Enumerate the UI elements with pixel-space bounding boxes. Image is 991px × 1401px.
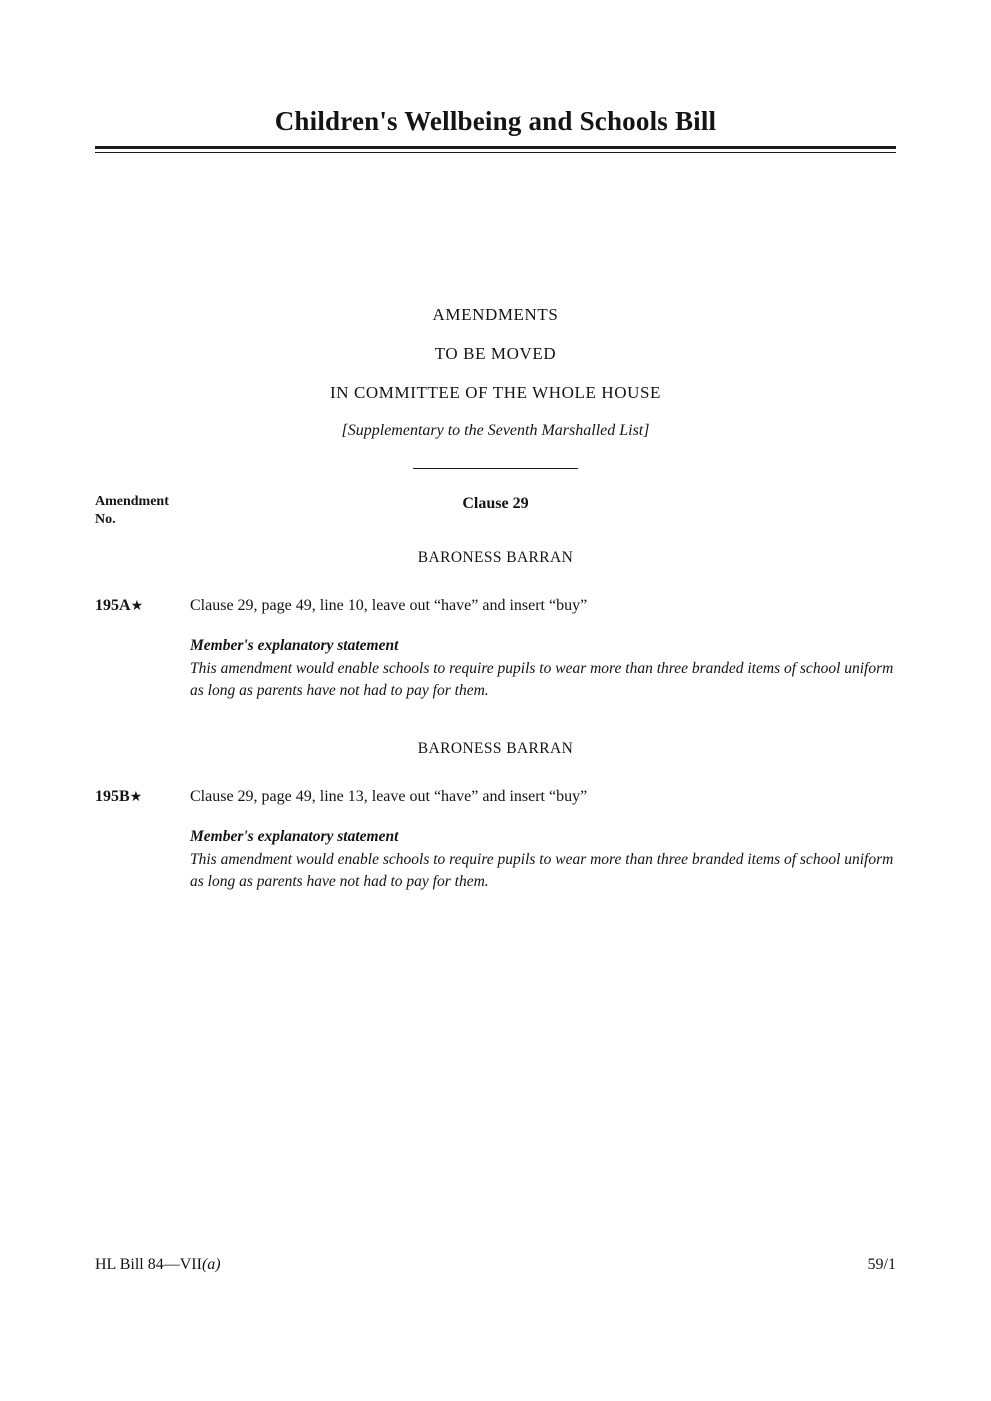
- footer-bill-reference-main: HL Bill 84—VII: [95, 1256, 202, 1273]
- heading-block: [95, 305, 896, 440]
- new-amendment-star-icon: ★: [130, 599, 144, 614]
- amendment-instruction: Clause 29, page 49, line 13, leave out “have” and insert “buy”: [190, 788, 588, 805]
- explanatory-statement-label: Member's explanatory statement: [190, 828, 399, 845]
- new-amendment-star-icon: ★: [129, 790, 143, 805]
- heading-line-committee: IN COMMITTEE OF THE WHOLE HOUSE: [329, 383, 662, 402]
- amendment-number: [95, 788, 190, 806]
- page-footer: [95, 1256, 896, 1274]
- amendment-number: [95, 597, 190, 615]
- clause-heading: Clause 29: [462, 495, 529, 512]
- marshalled-list-note: [Supplementary to the Seventh Marshalled List]: [341, 422, 650, 439]
- amendment-number-text: 195B: [95, 788, 130, 805]
- explanatory-statement-label: Member's explanatory statement: [190, 637, 399, 654]
- explanatory-statement-text: This amendment would enable schools to require pupils to wear more than three branded items of school uniform as long as parents have not had to pay for them.: [190, 660, 894, 699]
- clause-header-row: [95, 493, 896, 529]
- footer-bill-reference-suffix: (a): [201, 1256, 221, 1273]
- title-rule-thick: [95, 146, 896, 149]
- footer-bill-reference: [95, 1256, 221, 1274]
- explanatory-statement: [190, 828, 896, 893]
- explanatory-statement: [190, 637, 896, 702]
- amendment-no-label: [95, 493, 169, 529]
- title-rule-thin: [95, 152, 896, 153]
- mover-name: BARONESS BARRAN: [417, 740, 574, 757]
- amendment-no-label-line2: No.: [95, 512, 116, 527]
- title-divider: [95, 146, 896, 153]
- amendment-item: [95, 788, 896, 806]
- mover-name: BARONESS BARRAN: [417, 549, 574, 566]
- section-divider: [413, 468, 578, 469]
- heading-line-amendments: AMENDMENTS: [432, 305, 559, 324]
- footer-page-number: 59/1: [867, 1256, 896, 1273]
- amendment-item: [95, 597, 896, 615]
- amendment-instruction: Clause 29, page 49, line 10, leave out “have” and insert “buy”: [190, 597, 588, 614]
- amendment-number-text: 195A: [95, 597, 131, 614]
- heading-line-to-be-moved: TO BE MOVED: [434, 344, 557, 363]
- explanatory-statement-text: This amendment would enable schools to require pupils to wear more than three branded items of school uniform as long as parents have not had to pay for them.: [190, 851, 894, 890]
- bill-title: Children's Wellbeing and Schools Bill: [274, 106, 717, 136]
- amendment-no-label-line1: Amendment: [95, 494, 169, 509]
